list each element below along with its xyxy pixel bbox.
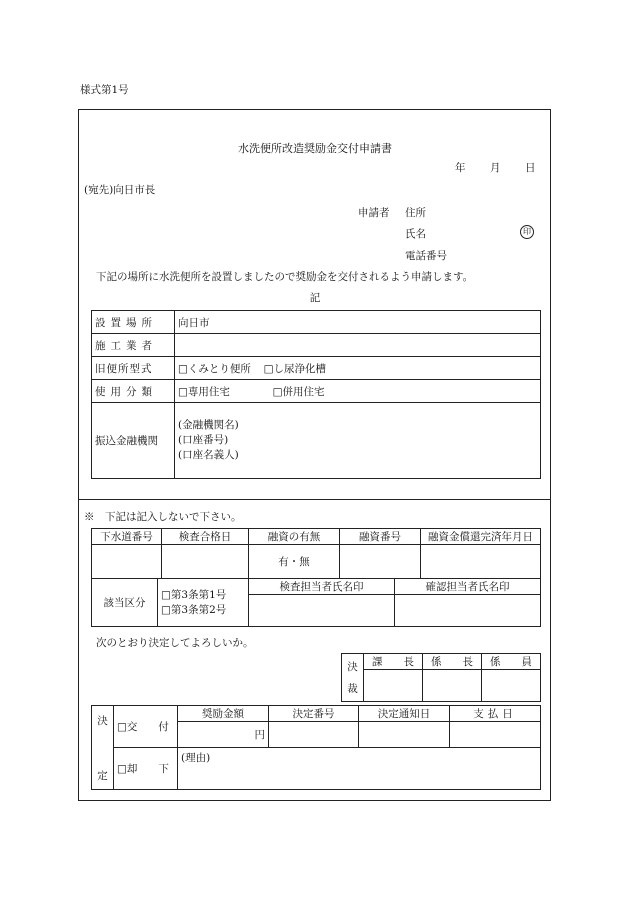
inspector-label: 検査担当者氏名印 [249,579,395,595]
header-loan-number: 融資番号 [340,529,421,545]
kessai-label: 決 裁 [342,654,364,702]
statement: 下記の場所に水洗便所を設置しましたので奨励金を交付されるよう申請します。 [96,271,474,283]
category-table [91,578,541,627]
approval-prompt: 次のとおり決定してよろしいか。 [96,637,254,649]
confirmer-label: 確認担当者氏名印 [395,579,541,595]
location-label: 設置場所 [92,311,175,334]
addressee: (宛先)向日市長 [84,184,156,196]
account-number-line: (口座番号) [178,434,229,446]
decision-side-label: 決 定 [92,706,114,790]
header-repayment-date: 融資金償還完済年月日 [421,529,541,545]
old-type-option-septic[interactable]: □し尿浄化槽 [263,362,327,375]
usage-option-dedicated[interactable]: □専用住宅 [178,385,230,398]
header-decision-number: 決定番号 [269,706,359,722]
category-label: 該当区分 [92,579,158,627]
application-table [91,310,541,479]
bank-field[interactable] [175,403,541,479]
usage-options [175,380,541,403]
old-type-option-kumitori[interactable]: □くみとり便所 [178,362,251,375]
loan-status-field[interactable]: 有・無 [249,545,340,579]
category-option-2[interactable]: □第3条第2号 [161,603,227,616]
role-section-chief: 課 長 [364,654,423,670]
address-label: 住所 [405,207,426,219]
seal-mark [520,225,534,239]
grant-amount-field[interactable]: 円 [178,722,269,748]
form-number: 様式第1号 [80,84,129,96]
notice-date-field[interactable] [359,722,450,748]
usage-label: 使用分類 [92,380,175,403]
seal-icon: 印 [520,225,534,239]
header-loan-status: 融資の有無 [249,529,340,545]
section-divider [78,499,551,500]
repayment-date-field[interactable] [421,545,541,579]
role-staff: 係 員 [482,654,541,670]
bank-label: 振込金融機関 [92,403,175,479]
inspector-field[interactable] [249,595,395,627]
category-options [158,579,249,627]
reject-option[interactable]: □却 下 [114,748,178,790]
payment-date-field[interactable] [450,722,541,748]
account-holder-line: (口座名義人) [178,449,239,461]
header-notice-date: 決定通知日 [359,706,450,722]
office-note: ※ 下記は記入しないで下さい。 [84,511,242,523]
inspection-date-field[interactable] [162,545,249,579]
header-grant-amount: 奨励金額 [178,706,269,722]
section-chief-stamp[interactable] [364,670,423,702]
date-month-label: 月 [490,162,501,174]
category-option-1[interactable]: □第3条第1号 [161,588,227,601]
bank-name-line: (金融機関名) [178,419,239,431]
office-table [91,528,541,579]
old-type-options [175,357,541,380]
header-sewer-number: 下水道番号 [92,529,162,545]
date-day-label: 日 [525,162,536,174]
header-payment-date: 支払日 [450,706,541,722]
header-inspection-date: 検査合格日 [162,529,249,545]
form-title: 水洗便所改造奨励金交付申請書 [238,142,392,155]
phone-label: 電話番号 [405,250,447,262]
subsection-chief-stamp[interactable] [423,670,482,702]
decision-number-field[interactable] [269,722,359,748]
reason-field[interactable] [178,748,541,790]
role-subsection-chief: 係 長 [423,654,482,670]
usage-option-combined[interactable]: □併用住宅 [272,385,325,398]
location-field[interactable]: 向日市 [175,311,541,334]
applicant-label: 申請者 [358,207,390,219]
approval-table [341,653,541,702]
confirmer-field[interactable] [395,595,541,627]
grant-option[interactable]: □交 付 [114,706,178,748]
old-type-label: 旧便所型式 [92,357,175,380]
decision-table [91,705,541,790]
sewer-number-field[interactable] [92,545,162,579]
reason-label: (理由) [181,752,211,764]
contractor-field[interactable] [175,334,541,357]
loan-number-field[interactable] [340,545,421,579]
contractor-label: 施工業者 [92,334,175,357]
ki-label: 記 [309,292,321,304]
name-label: 氏名 [405,228,426,240]
staff-stamp[interactable] [482,670,541,702]
date-year-label: 年 [455,162,466,174]
